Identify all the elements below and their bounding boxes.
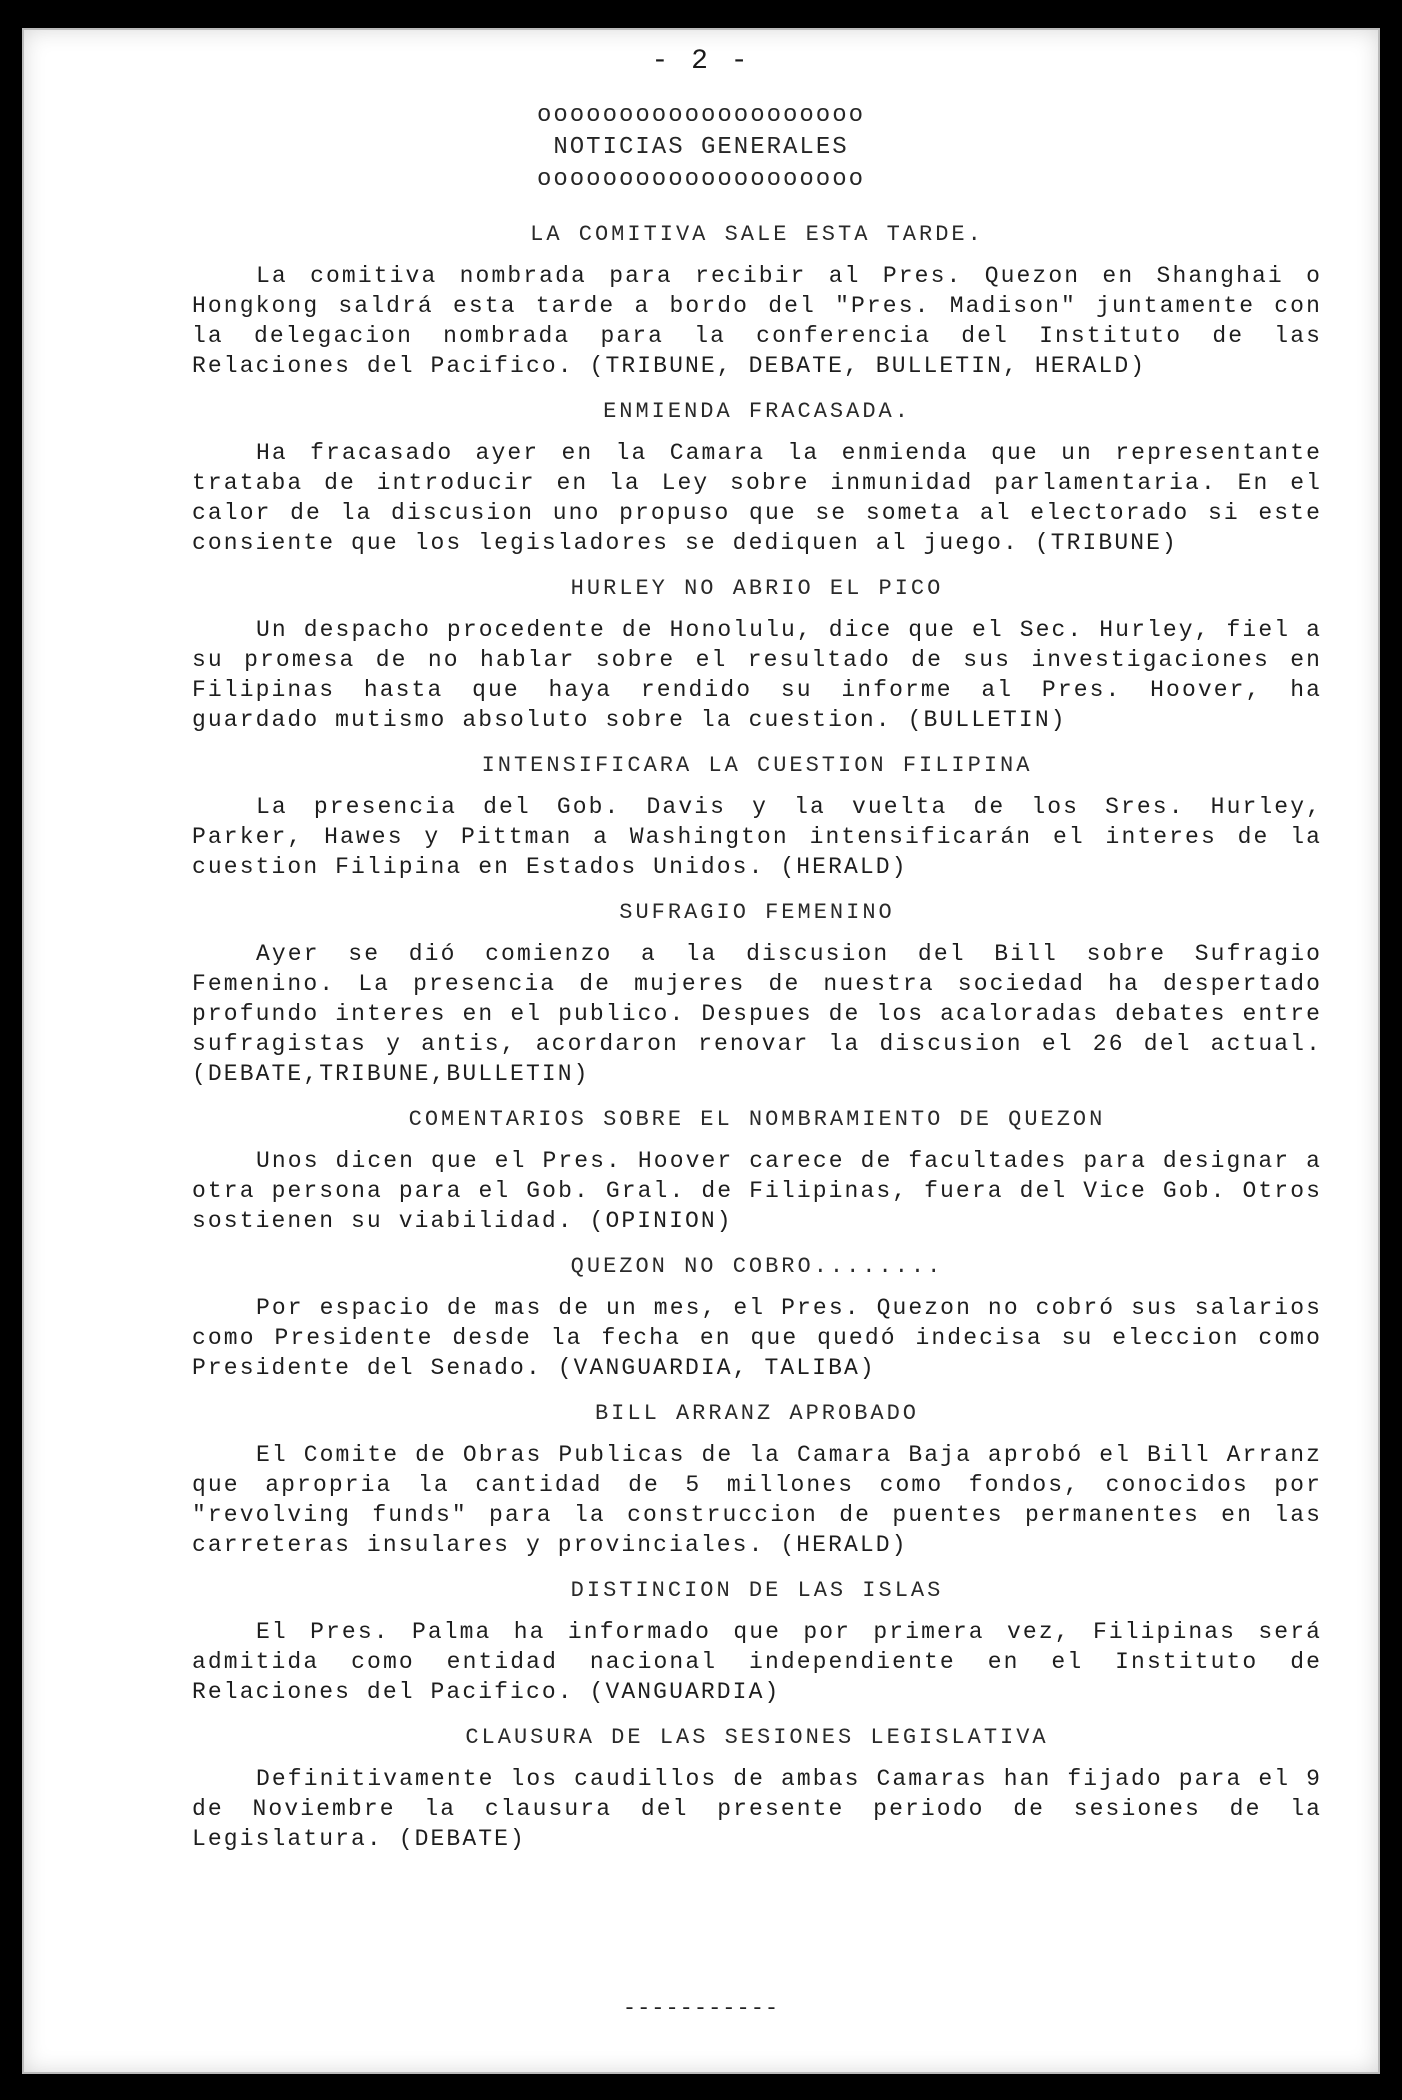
article	[192, 1107, 1322, 1236]
article-headline: COMENTARIOS SOBRE EL NOMBRAMIENTO DE QUEZON	[408, 1107, 1106, 1132]
article-body: Ayer se dió comienzo a la discusion del Bill sobre Sufragio Femenino. La presencia de mujeres de nuestra sociedad ha despertado profundo interes en el publico. Despues de los acaloradas debates entre sufragistas y antis, acordaron renovar la discusion el 26 del actual. (DEBATE,TRIBUNE,BULLETIN)	[192, 941, 1322, 1087]
banner-bottom-rule: oooooooooooooooooooo	[536, 166, 866, 193]
article	[192, 900, 1322, 1089]
article	[192, 222, 1322, 381]
article-body: Un despacho procedente de Honolulu, dice que el Sec. Hurley, fiel a su promesa de no hablar sobre el resultado de sus investigaciones en Filipinas hasta que haya rendido su informe al Pres. Hoover, ha guardado mutismo absoluto sobre la cuestion. (BULLETIN)	[192, 617, 1322, 733]
article	[192, 1254, 1322, 1383]
article	[192, 753, 1322, 882]
article-body: Definitivamente los caudillos de ambas Camaras han fijado para el 9 de Noviembre la clausura del presente periodo de sesiones de la Legislatura. (DEBATE)	[192, 1766, 1322, 1852]
article	[192, 1578, 1322, 1707]
article-body: Unos dicen que el Pres. Hoover carece de facultades para designar a otra persona para el Gob. Gral. de Filipinas, fuera del Vice Gob. Otros sostienen su viabilidad. (OPINION)	[192, 1148, 1322, 1234]
article-body: La comitiva nombrada para recibir al Pres. Quezon en Shanghai o Hongkong saldrá esta tarde a bordo del "Pres. Madison" juntamente con la delegacion nombrada para la conferencia del Instituto de las Relaciones del Pacifico. (TRIBUNE, DEBATE, BULLETIN, HERALD)	[192, 263, 1322, 379]
article	[192, 576, 1322, 735]
article-headline: BILL ARRANZ APROBADO	[594, 1401, 920, 1426]
section-banner	[22, 100, 1380, 196]
article	[192, 399, 1322, 558]
article-headline: ENMIENDA FRACASADA.	[603, 399, 911, 424]
article-body: Por espacio de mas de un mes, el Pres. Quezon no cobró sus salarios como Presidente desde la fecha en que quedó indecisa su eleccion como Presidente del Senado. (VANGUARDIA, TALIBA)	[192, 1295, 1322, 1381]
document-page	[22, 28, 1380, 2074]
article-headline: DISTINCION DE LAS ISLAS	[570, 1578, 944, 1603]
end-rule: -----------	[622, 1996, 780, 2021]
article-headline: SUFRAGIO FEMENINO	[619, 900, 895, 925]
article-body: La presencia del Gob. Davis y la vuelta de los Sres. Hurley, Parker, Hawes y Pittman a Washington intensificarán el interes de la cuestion Filipina en Estados Unidos. (HERALD)	[192, 794, 1322, 880]
article-headline: INTENSIFICARA LA CUESTION FILIPINA	[481, 753, 1033, 778]
article	[192, 1725, 1322, 1854]
banner-title: NOTICIAS GENERALES	[553, 134, 849, 161]
article-headline: LA COMITIVA SALE ESTA TARDE.	[530, 222, 984, 247]
page-number: - 2 -	[651, 46, 751, 77]
article-headline: QUEZON NO COBRO........	[570, 1254, 944, 1279]
article-headline: HURLEY NO ABRIO EL PICO	[570, 576, 944, 601]
article-body: Ha fracasado ayer en la Camara la enmienda que un representante trataba de introducir en la Ley sobre inmunidad parlamentaria. En el calor de la discusion uno propuso que se someta al electorado si este consiente que los legisladores se dediquen al juego. (TRIBUNE)	[192, 440, 1322, 556]
news-column	[192, 204, 1322, 1854]
article	[192, 1401, 1322, 1560]
article-body: El Comite de Obras Publicas de la Camara Baja aprobó el Bill Arranz que apropria la cantidad de 5 millones como fondos, conocidos por "revolving funds" para la construccion de puentes permanentes en las carreteras insulares y provinciales. (HERALD)	[192, 1442, 1322, 1558]
article-headline: CLAUSURA DE LAS SESIONES LEGISLATIVA	[465, 1725, 1049, 1750]
article-body: El Pres. Palma ha informado que por primera vez, Filipinas será admitida como entidad nacional independiente en el Instituto de Relaciones del Pacifico. (VANGUARDIA)	[192, 1619, 1322, 1705]
banner-top-rule: oooooooooooooooooooo	[536, 102, 866, 129]
